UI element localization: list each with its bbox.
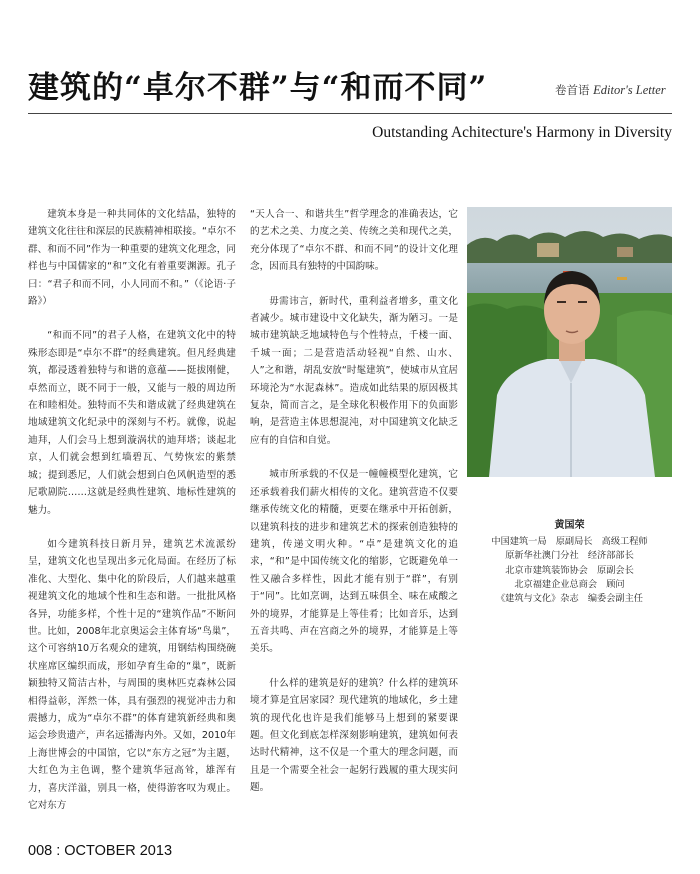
page-footer: 008 : OCTOBER 2013 bbox=[28, 843, 173, 859]
author-photo bbox=[467, 207, 672, 477]
paragraph: 什么样的建筑是好的建筑？什么样的建筑环境才算是宜居家园？现代建筑的地域化，乡土建筑的现代化也许是我们能够马上想到的紧要课题。但文化到底怎样深刻影响建筑，建筑如何表达时代精神，这不仅是一个重大的理念问题，而且是一个需要全社会一起躬行践履的重大现实问题。 bbox=[250, 677, 458, 794]
column-label bbox=[555, 82, 666, 98]
title-divider bbox=[28, 113, 672, 114]
bio-line: 北京福建企业总商会 顾问 bbox=[514, 578, 625, 590]
paragraph: 毋需讳言，新时代，重利益者增多，重文化者减少。城市建设中文化缺失，渐为陋习。一是城市建筑缺乏地域特色与个性特点，千楼一面、千城一面；二是营造活动轻视“自然、山水、人”之和谐，胡乱安放“时髦建筑”，使城市从宜居环境沦为“水泥森林”。造成如此结果的原因极其复杂，简而言之，是全球化积极作用下的负面影响，是营造主体思想混沌，对中国建筑文化缺乏应有的自信和自觉。 bbox=[250, 295, 458, 446]
paragraph: 城市所承载的不仅是一幢幢模型化建筑，它还承载着我们薪火相传的文化。建筑营造不仅要继承传统文化的精髓，更要在继承中开拓创新，以建筑科技的进步和建筑艺术的探索创造独特的建筑，传递文明火种。“卓”是建筑文化的追求，“和”是中国传统文化的缩影，它既避免单一性又融合多样性，因此才能有别于“群”，有别于“同”。比如烹调，达到五味俱全、味在咸酸之外的境界，才能算是上等佳肴；比如音乐，达到五音共鸣、声在宫商之外的境界，才能算是上等美乐。 bbox=[250, 469, 458, 655]
bio-line: 北京市建筑装饰协会 原副会长 bbox=[505, 564, 634, 576]
column-label-en: Editor's Letter bbox=[593, 83, 666, 97]
author-name: 黄国荣 bbox=[554, 520, 585, 531]
column-label-cn: 卷首语 bbox=[555, 83, 590, 97]
paragraph: “和而不同”的君子人格，在建筑文化中的特殊形态即是“卓尔不群”的经典建筑。但凡经典建筑，都浸透着独特与和谐的意蕴——挺拔刚健，卓然而立，既不同于一般，又能与一般的周边所在和睦相处。独特而不失和谐成就了经典建筑在地域建筑文化纪录中的深刻与不朽。就像，说起迪拜，人们会马上想到漩涡状的迪拜塔；谈起北京，人们就会想到红墙碧瓦、气势恢宏的紫禁城；提到悉尼，人们就会想到白色风帆造型的悉尼歌剧院……这就是经典性建筑、地标性建筑的魅力。 bbox=[28, 330, 236, 516]
bio-line: 中国建筑一局 原副局长 高级工程师 bbox=[491, 536, 648, 548]
paragraph: 建筑本身是一种共同体的文化结晶，独特的建筑文化往往和深层的民族精神相联接。“卓尔不群、和而不同”作为一种重要的建筑文化理念，同样也与中国儒家的“和”文化有着重要渊源。孔子曰：“君子和而不同，小人同而不和。”（《论语·子路》） bbox=[28, 209, 236, 308]
paragraph: 如今建筑科技日新月异，建筑艺术流派纷呈，建筑文化也呈现出多元化局面。在经历了标准化、大型化、集中化的阶段后，人们越来越重视建筑文化的地域个性和生态和谐。一批批风格各异，功能多样，个性十足的“建筑作品”不断问世。比如，2008年北京奥运会主体育场“鸟巢”，这个可容纳10万名观众的建筑，用钢结构围绕碗状座席区编织而成，形如孕育生命的“巢”，既新颖独特又简洁古朴，与周围的奥林匹克森林公园相得益彰，浑然一体，具有强烈的视觉冲击力和震撼力，成为“卓尔不群”的体育建筑新经典和奥运会珍贵遗产，声名远播海内外。又如，2010年上海世博会的中国馆，它以“东方之冠”为主题，大红色为主色调，整个建筑华冠高耸，雄浑有力，喜庆洋溢，别具一格，使得游客叹为观止。它对东方 bbox=[28, 538, 236, 811]
bio-line: 《建筑与文化》杂志 编委会副主任 bbox=[496, 593, 643, 605]
english-subtitle: Outstanding Achitecture's Harmony in Diversity bbox=[372, 124, 672, 141]
paragraph: “天人合一、和谐共生”哲学理念的准确表达，它的艺术之美、力度之美、传统之美和现代之美，充分体现了“卓尔不群、和而不同”的设计文化理念，因而具有独特的中国韵味。 bbox=[250, 209, 458, 273]
bio-line: 原新华社澳门分社 经济部部长 bbox=[505, 550, 634, 562]
article-title: 建筑的“卓尔不群”与“和而不同” bbox=[28, 70, 488, 106]
text-column-1 bbox=[28, 206, 236, 831]
author-bio bbox=[467, 519, 672, 606]
text-column-2 bbox=[250, 206, 458, 814]
